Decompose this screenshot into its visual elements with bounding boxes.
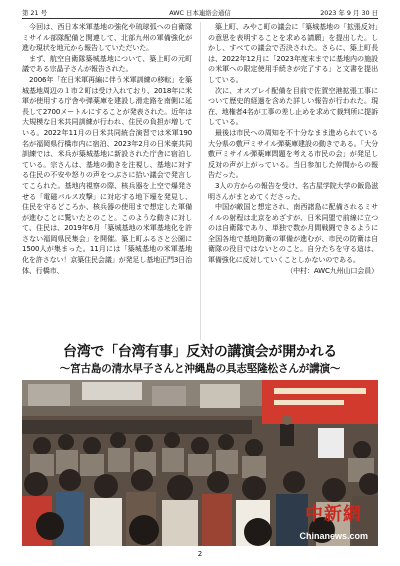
watermark-logo-text: 中新網 [305, 504, 362, 525]
subheadline: ～宮古島の清水早子さんと沖縄島の具志堅隆松さんが講演～ [59, 363, 341, 375]
issue-date: 2023 年 9 月 30 日 [320, 9, 378, 17]
column-divider [200, 22, 201, 340]
page-number: 2 [197, 550, 203, 558]
paragraph: 築上町、みやこ町の議会に「築城基地の「拡張反対」の意思を表明することを求める請願」を提出した。しかし、すべての議会で否決された。さらに、築上町長は、2022年12月に「2023年度末までに基地内の施設の米軍への限定使用手続きが完了する」と文書を提出している。 [208, 22, 378, 84]
article-body [22, 22, 378, 340]
paragraph: 次に、オスプレイ配備を目前で佐賀空港拡張工事について歴史的経過を含めた詳しい報告が行われた。現在、地権者4名が工事の差し止めを求めて裁判所に提訴している。 [208, 85, 378, 127]
paragraph: 中国が敵国と想定され、南西諸島に配備されるミサイルの射程は北京をめざすが、日米同盟で前線に立つのは自衛隊であり、単独で数か月間戦闘できるように全国各地で基地防衛の軍備が進むが、市民の防衛は自衛隊の役目ではないとのこと。自分たちを守る這は、軍備強化に反対していくことしかないのである。 [208, 202, 378, 265]
article-heading [0, 343, 400, 377]
paragraph: 2006年「在日米軍再編に伴う米軍訓練の移転」を築城基地周辺の１市２町は受け入れており、2018年に米軍が使用する庁舎や弾薬庫を建設し滑走路を南側に延長して2700メートルにすることが発表された。近年は大規模な日米共同訓練が行われ、住民の負担が増している。2022年11月の日米共同統合演習では米軍190名が福岡県行橋市内に宿泊、2023年2月の日米豪共同訓練では、米兵が築城基地に新設された庁舎に宿泊している。宗さんは、基地の動きを注視し、基地に対する住民の不安や怒りの声をつぶさに拾い議会で発言してこられた。基地内視察の際、核兵器を上空で爆発させる「電磁パルス攻撃」に対応する地下壕を発見し、住民を守るどころか、核兵器の使用まで想定した軍備が進むことに驚いたとのこと。このような動きに対して、住民は、2019年6月「築城基地の米軍基地化を許さない福岡県民集会」を開催。築上町ふるさと公園に1500人が集まった。11月には「築城基地の米軍基地化を許さない！京築住民会議」が発足し基地正門3日治体、行橋市、 [22, 74, 192, 275]
left-column [22, 22, 192, 340]
right-column [208, 22, 378, 340]
publication-name: AWC 日本連絡会通信 [169, 9, 231, 17]
author-credit: （中村：AWC九州山口会員） [286, 265, 378, 275]
lecture-photo [22, 380, 378, 546]
header-rule [22, 18, 378, 19]
paragraph: まず、航空自衛隊築城基地について、築上町の元町議である宗晶子さんが報告された。 [22, 53, 192, 74]
watermark-url: Chinanews.com [299, 531, 368, 541]
issue-number: 第 21 号 [22, 9, 47, 17]
headline: 台湾で「台湾有事」反対の講演会が開かれる [63, 344, 337, 360]
paragraph: 最後は市民への周知を不十分なまま進められている大分県の敷戸ミサイル弾薬庫建設の動きである。「大分敷戸ミサイル弾薬庫問題を考える市民の会」が発足し反対の声が上がっている。当日参加した仲間からの報告だった。 [208, 127, 378, 180]
paragraph: 今回は、西日本米軍基地の強化や琉球弧への自衛隊ミサイル部隊配備と関連して、北部九州の軍備強化が進む現状を地元から報告していただいた。 [22, 22, 192, 53]
paragraph: 3人の方からの報告を受け、名古屋学院大学の飯島滋明さんがまとめてくださった。 [208, 180, 378, 201]
